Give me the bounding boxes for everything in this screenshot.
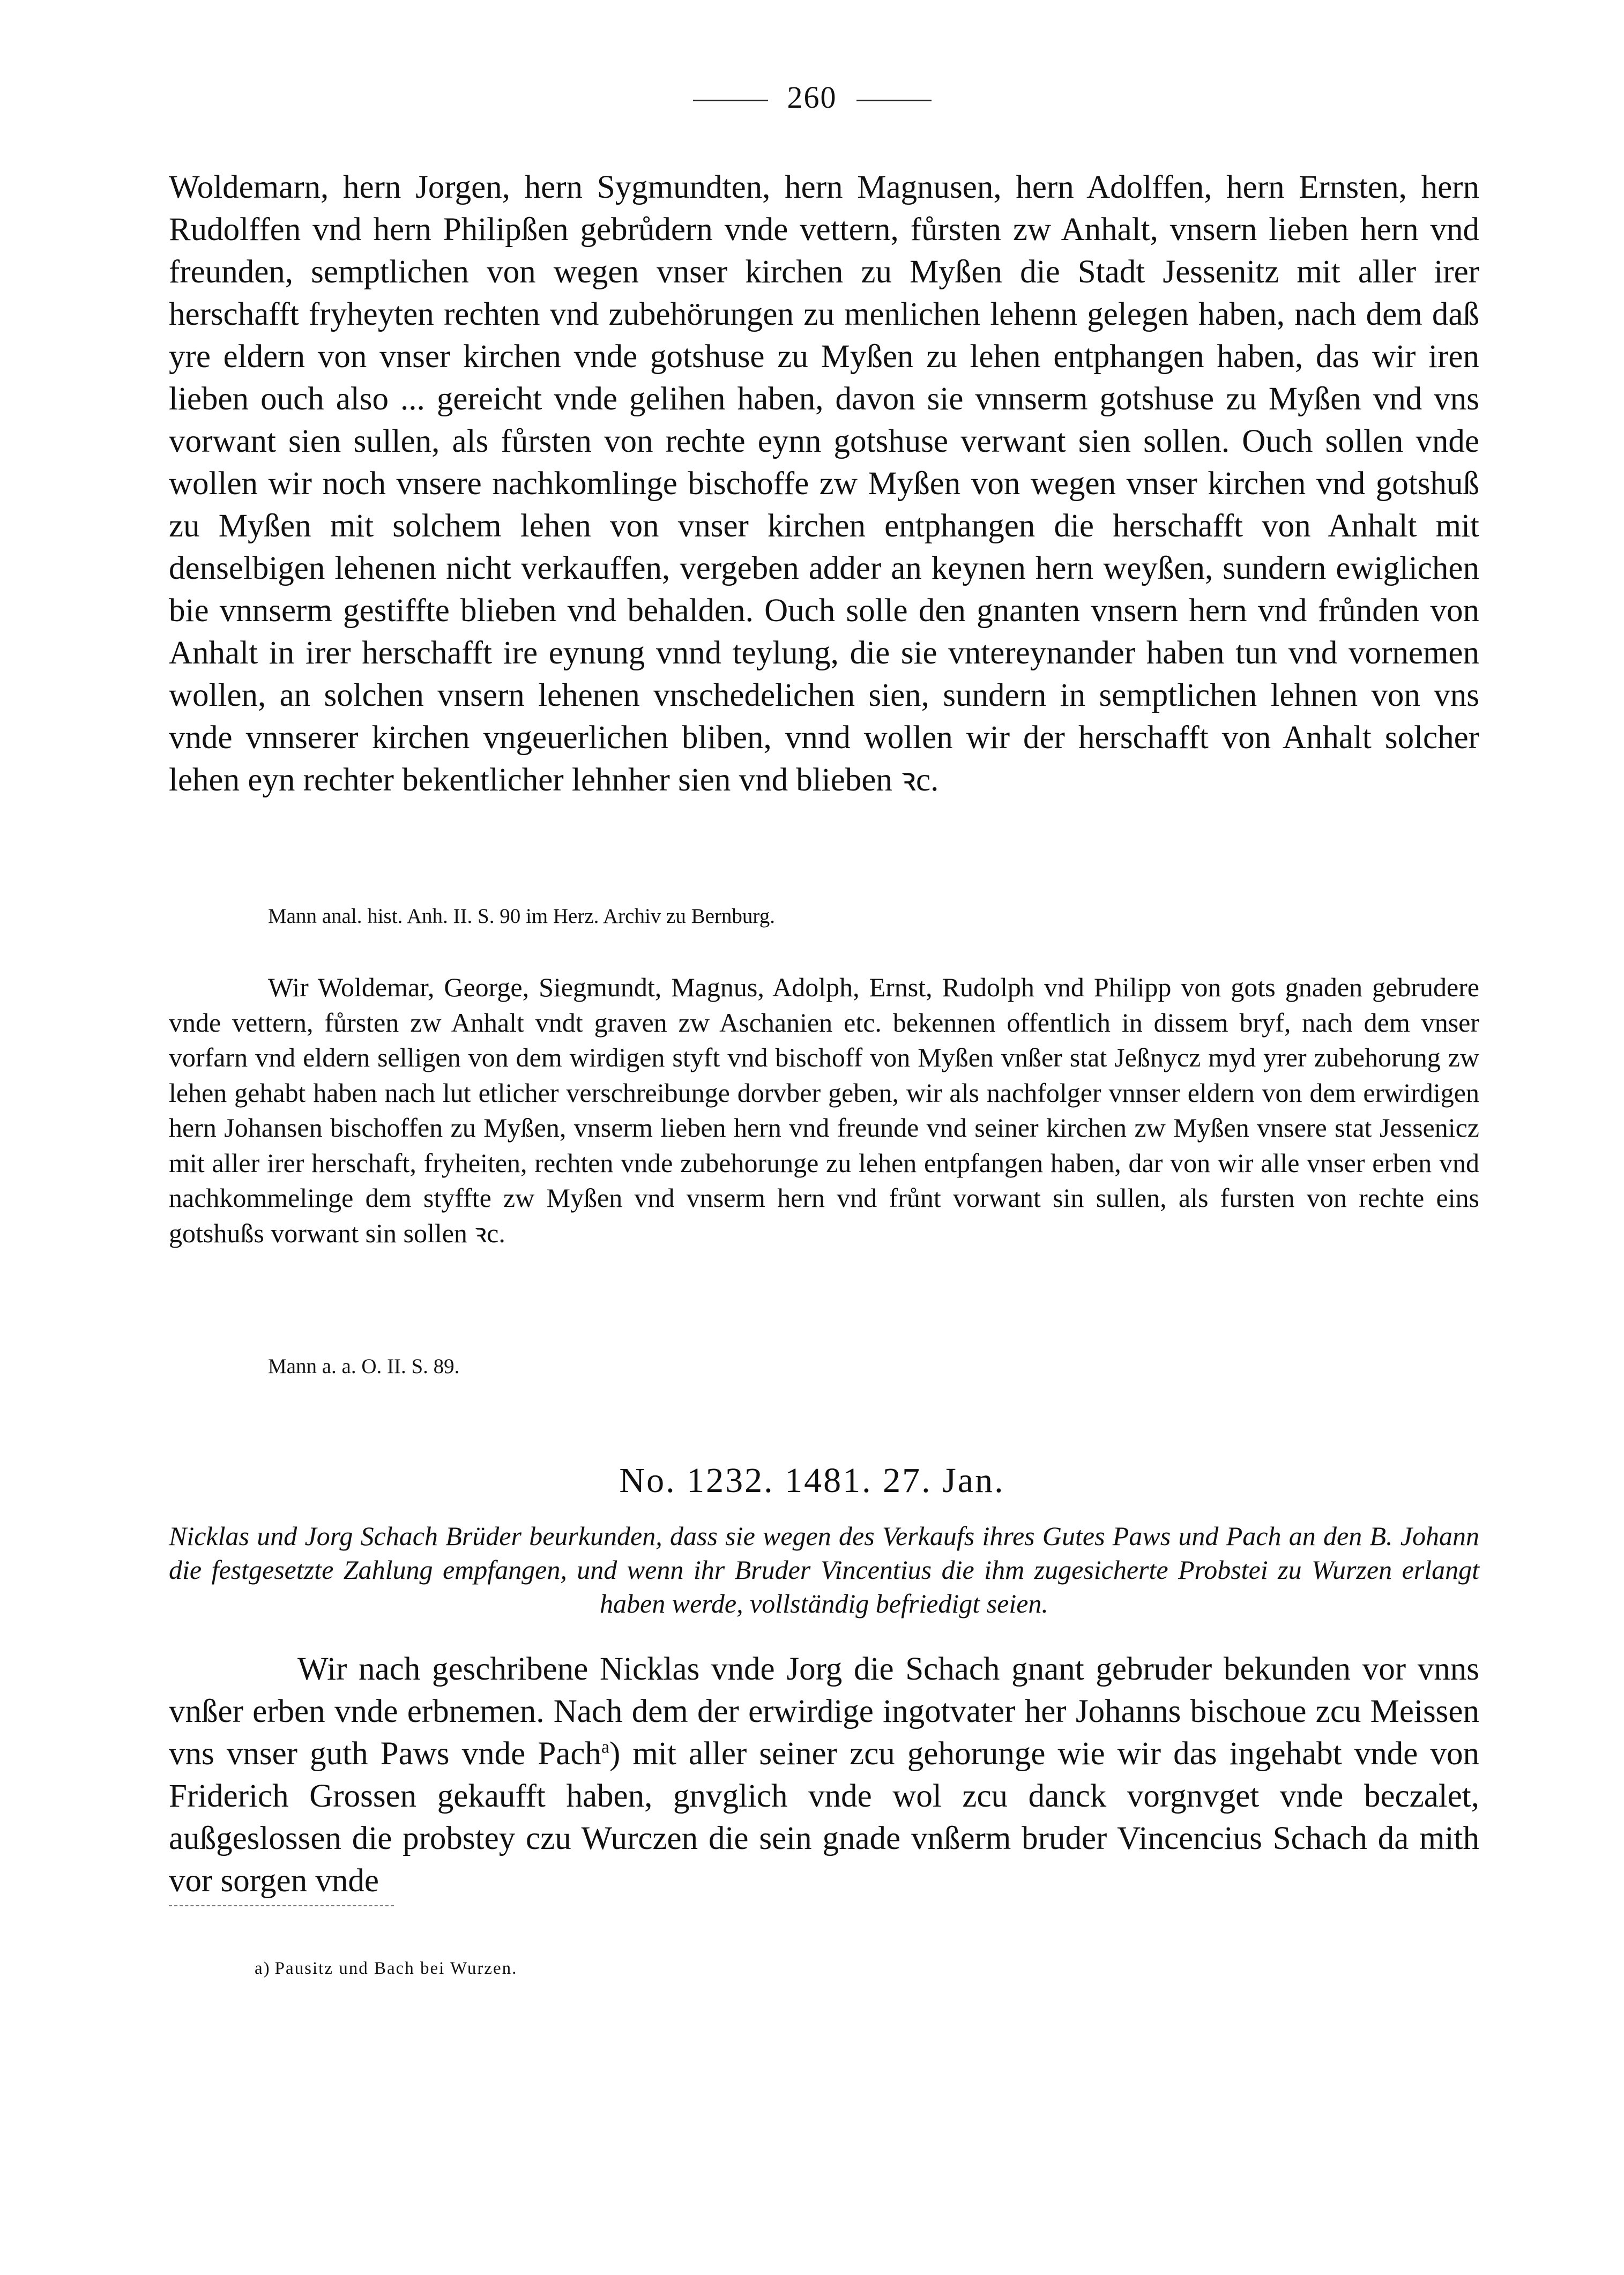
header-dash-right	[856, 100, 932, 101]
main-text-block	[169, 166, 1479, 801]
footnote	[255, 1959, 517, 1979]
footnote-reference: a	[601, 1737, 609, 1757]
second-text-block	[169, 970, 1479, 1251]
footnote-text: Pausitz und Bach bei Wurzen.	[274, 1959, 518, 1978]
third-text-block	[169, 1648, 1479, 1902]
second-text-paragraph: Wir Woldemar, George, Siegmundt, Magnus, Adolph, Ernst, Rudolph vnd Philipp von gots gnaden gebrudere vnde vettern, fůrsten zw Anhalt vndt graven zw Aschanien etc. bekennen offentlich in dissem bryf, nach dem vnser vorfarn vnd eldern selligen von dem wirdigen styft vnd bischoff von Myßen vnßer stat Jeßnycz myd yrer zubehorung zw lehen gehabt haben nach lut etlicher verschreibunge dorvber geben, wir als nachfolger vnnser eldern von dem erwirdigen hern Johansen bischoffen zu Myßen, vnserm lieben hern vnd freunde vnd seiner kirchen zw Myßen vnsere stat Jessenicz mit aller irer herschaft, fryheiten, rechten vnde zubehorunge zu lehen entpfangen haben, dar von wir alle vnser erben vnd nachkommelinge dem styffte zw Myßen vnd vnserm hern vnd frůnt vorwant sin sullen, als fursten von rechte eins gotshußs vorwant sin sollen ꝛc.	[169, 972, 1479, 1248]
page-number: 260	[787, 80, 837, 115]
page-header	[0, 79, 1624, 115]
document-summary: Nicklas und Jorg Schach Brüder beurkunden, dass sie wegen des Verkaufs ihres Gutes Paws und Pach an den B. Johann die festgesetzte Zahlung empfangen, und wenn ihr Bruder Vincentius die ihm zugesicherte Probstei zu Wurzen erlangt haben werde, vollständig befriedigt seien.	[169, 1521, 1479, 1618]
header-dash-left	[693, 100, 768, 101]
source-citation-2: Mann a. a. O. II. S. 89.	[268, 1355, 460, 1378]
footnote-marker: a)	[255, 1959, 271, 1978]
document-heading: No. 1232. 1481. 27. Jan.	[619, 1461, 1005, 1500]
third-text-paragraph	[169, 1648, 1479, 1902]
source-citation-1: Mann anal. hist. Anh. II. S. 90 im Herz. Archiv zu Bernburg.	[268, 905, 775, 928]
footnote-separator	[169, 1905, 394, 1906]
main-text-paragraph: Woldemarn, hern Jorgen, hern Sygmundten, hern Magnusen, hern Adolffen, hern Ernsten, hern Rudolffen vnd hern Philipßen gebrůdern vnde vettern, fůrsten zw Anhalt, vnsern lieben hern vnd freunden, semptlichen von wegen vnser kirchen zu Myßen die Stadt Jessenitz mit aller irer herschafft fryheyten rechten vnd zubehörungen zu menlichen lehenn gelegen haben, nach dem daß yre eldern von vnser kirchen vnde gotshuse zu Myßen zu lehen entphangen haben, das wir iren lieben ouch also ... gereicht vnde gelihen haben, davon sie vnnserm gotshuse zu Myßen vnd vns vorwant sien sullen, als fůrsten von rechte eynn gotshuse verwant sien sollen. Ouch sollen vnde wollen wir noch vnsere nachkomlinge bischoffe zw Myßen von wegen vnser kirchen vnd gotshuß zu Myßen mit solchem lehen von vnser kirchen entphangen die herschafft von Anhalt mit denselbigen lehenen nicht verkauffen, vergeben adder an keynen hern weyßen, sundern ewiglichen bie vnnserm gestiffte blieben vnd behalden. Ouch solle den gnanten vnsern hern vnd frůnden von Anhalt in irer herschafft ire eynung vnnd teylung, die sie vntereynander haben tun vnd vornemen wollen, an solchen vnsern lehenen vnschedelichen sien, sundern in semptlichen lehnen von vns vnde vnnserer kirchen vngeuerlichen bliben, vnnd wollen wir der herschafft von Anhalt solcher lehen eyn rechter bekentlicher lehnher sien vnd blieben ꝛc.	[169, 169, 1479, 798]
third-text-after-note: ) mit aller seiner zcu gehorunge wie wir das ingehabt vnde von Friderich Grossen gekaufft haben, gnvglich vnde wol zcu danck vorgnvget vnde beczalet, außgeslossen die probstey czu Wurczen die sein gnade vnßerm bruder Vincencius Schach da mith vor sorgen vnde	[169, 1736, 1479, 1899]
third-text-before-note: Wir nach geschribene Nicklas vnde Jorg die Schach gnant gebruder bekunden vor vnns vnßer erben vnde erbnemen. Nach dem der erwirdige ingotvater her Johanns bischoue zcu Meissen vns vnser guth Paws vnde Pach	[169, 1651, 1479, 1772]
